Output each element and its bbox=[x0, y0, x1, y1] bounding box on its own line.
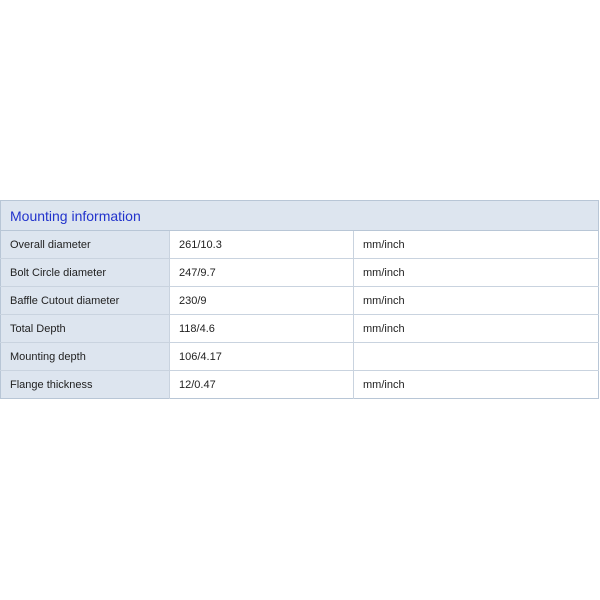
table-row bbox=[1, 315, 599, 343]
row-label: Total Depth bbox=[1, 315, 170, 343]
table-row bbox=[1, 259, 599, 287]
row-unit: mm/inch bbox=[354, 315, 599, 343]
table-title: Mounting information bbox=[1, 201, 599, 231]
row-label: Bolt Circle diameter bbox=[1, 259, 170, 287]
row-value: 261/10.3 bbox=[170, 231, 354, 259]
row-unit: mm/inch bbox=[354, 259, 599, 287]
row-unit: mm/inch bbox=[354, 371, 599, 399]
table-row bbox=[1, 371, 599, 399]
table-row bbox=[1, 231, 599, 259]
row-unit bbox=[354, 343, 599, 371]
table-row bbox=[1, 343, 599, 371]
table-row bbox=[1, 287, 599, 315]
row-unit: mm/inch bbox=[354, 231, 599, 259]
row-label: Baffle Cutout diameter bbox=[1, 287, 170, 315]
row-value: 230/9 bbox=[170, 287, 354, 315]
row-value: 106/4.17 bbox=[170, 343, 354, 371]
row-label: Flange thickness bbox=[1, 371, 170, 399]
row-value: 118/4.6 bbox=[170, 315, 354, 343]
row-unit: mm/inch bbox=[354, 287, 599, 315]
row-label: Mounting depth bbox=[1, 343, 170, 371]
row-label: Overall diameter bbox=[1, 231, 170, 259]
row-value: 247/9.7 bbox=[170, 259, 354, 287]
row-value: 12/0.47 bbox=[170, 371, 354, 399]
table-header-row bbox=[1, 201, 599, 231]
mounting-information-table bbox=[0, 200, 599, 399]
